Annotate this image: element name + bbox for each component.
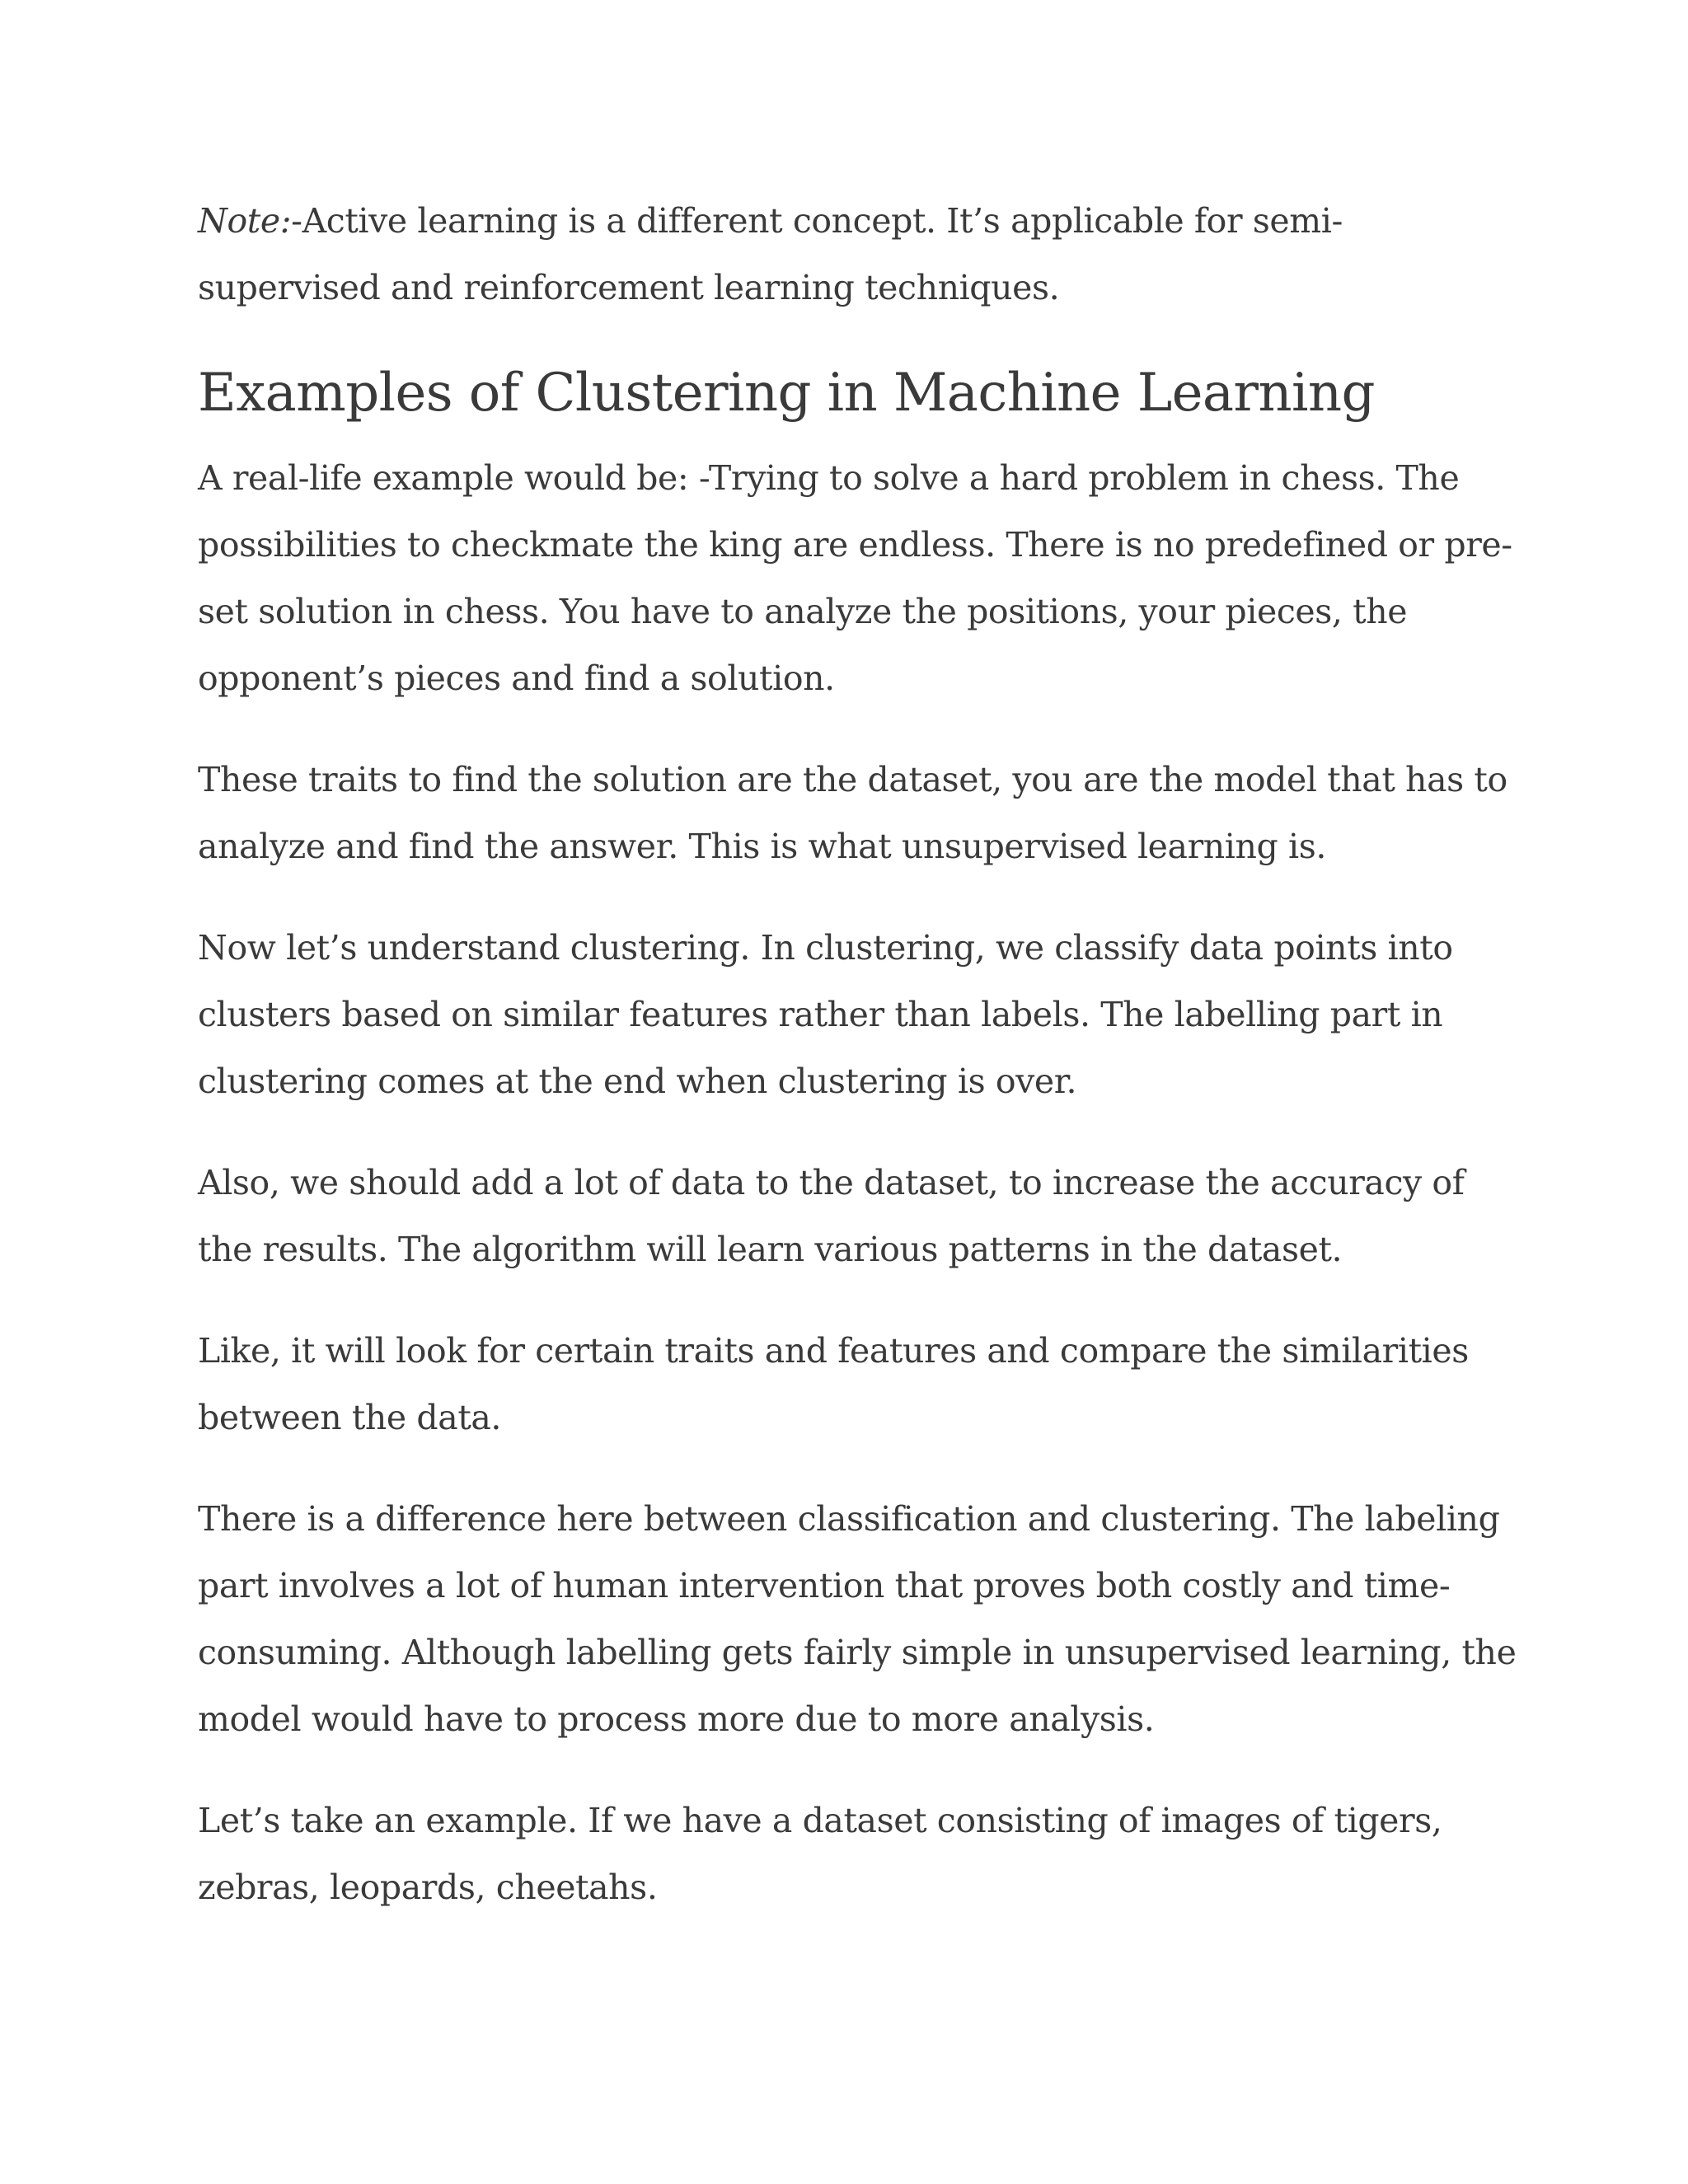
paragraph-traits-features: Like, it will look for certain traits and features and compare the similarities between the data. — [198, 1331, 1469, 1437]
paragraph-add-data: Also, we should add a lot of data to the dataset, to increase the accuracy of the results. The algorithm will learn various patterns in the dataset. — [198, 1163, 1465, 1269]
document-page — [198, 188, 1517, 1956]
note-label: Note: — [198, 201, 292, 241]
paragraph-chess-example: A real-life example would be: -Trying to solve a hard problem in chess. The possibilities to checkmate the king are endless. There is no predefined or pre-set solution in chess. You have to analyze the positions, your pieces, the opponent’s pieces and find a solution. — [198, 458, 1512, 698]
paragraph-dataset-model: These traits to find the solution are the dataset, you are the model that has to analyze and find the answer. This is what unsupervised learning is. — [198, 760, 1507, 866]
note-text: -Active learning is a different concept. It’s applicable for semi-supervised and reinforcement learning techniques. — [198, 201, 1343, 307]
section-heading: Examples of Clustering in Machine Learning — [198, 363, 1375, 424]
paragraph-animal-example: Let’s take an example. If we have a dataset consisting of images of tigers, zebras, leopards, cheetahs. — [198, 1801, 1442, 1907]
paragraph-understand-clustering: Now let’s understand clustering. In clustering, we classify data points into clusters based on similar features rather than labels. The labelling part in clustering comes at the end when clustering is over. — [198, 928, 1453, 1101]
paragraph-classification-vs-clustering: There is a difference here between classification and clustering. The labeling part involves a lot of human intervention that proves both costly and time-consuming. Although labelling gets fairly simple in unsupervised learning, the model would have to process more due to more analysis. — [198, 1499, 1517, 1739]
note-paragraph — [198, 188, 1517, 321]
